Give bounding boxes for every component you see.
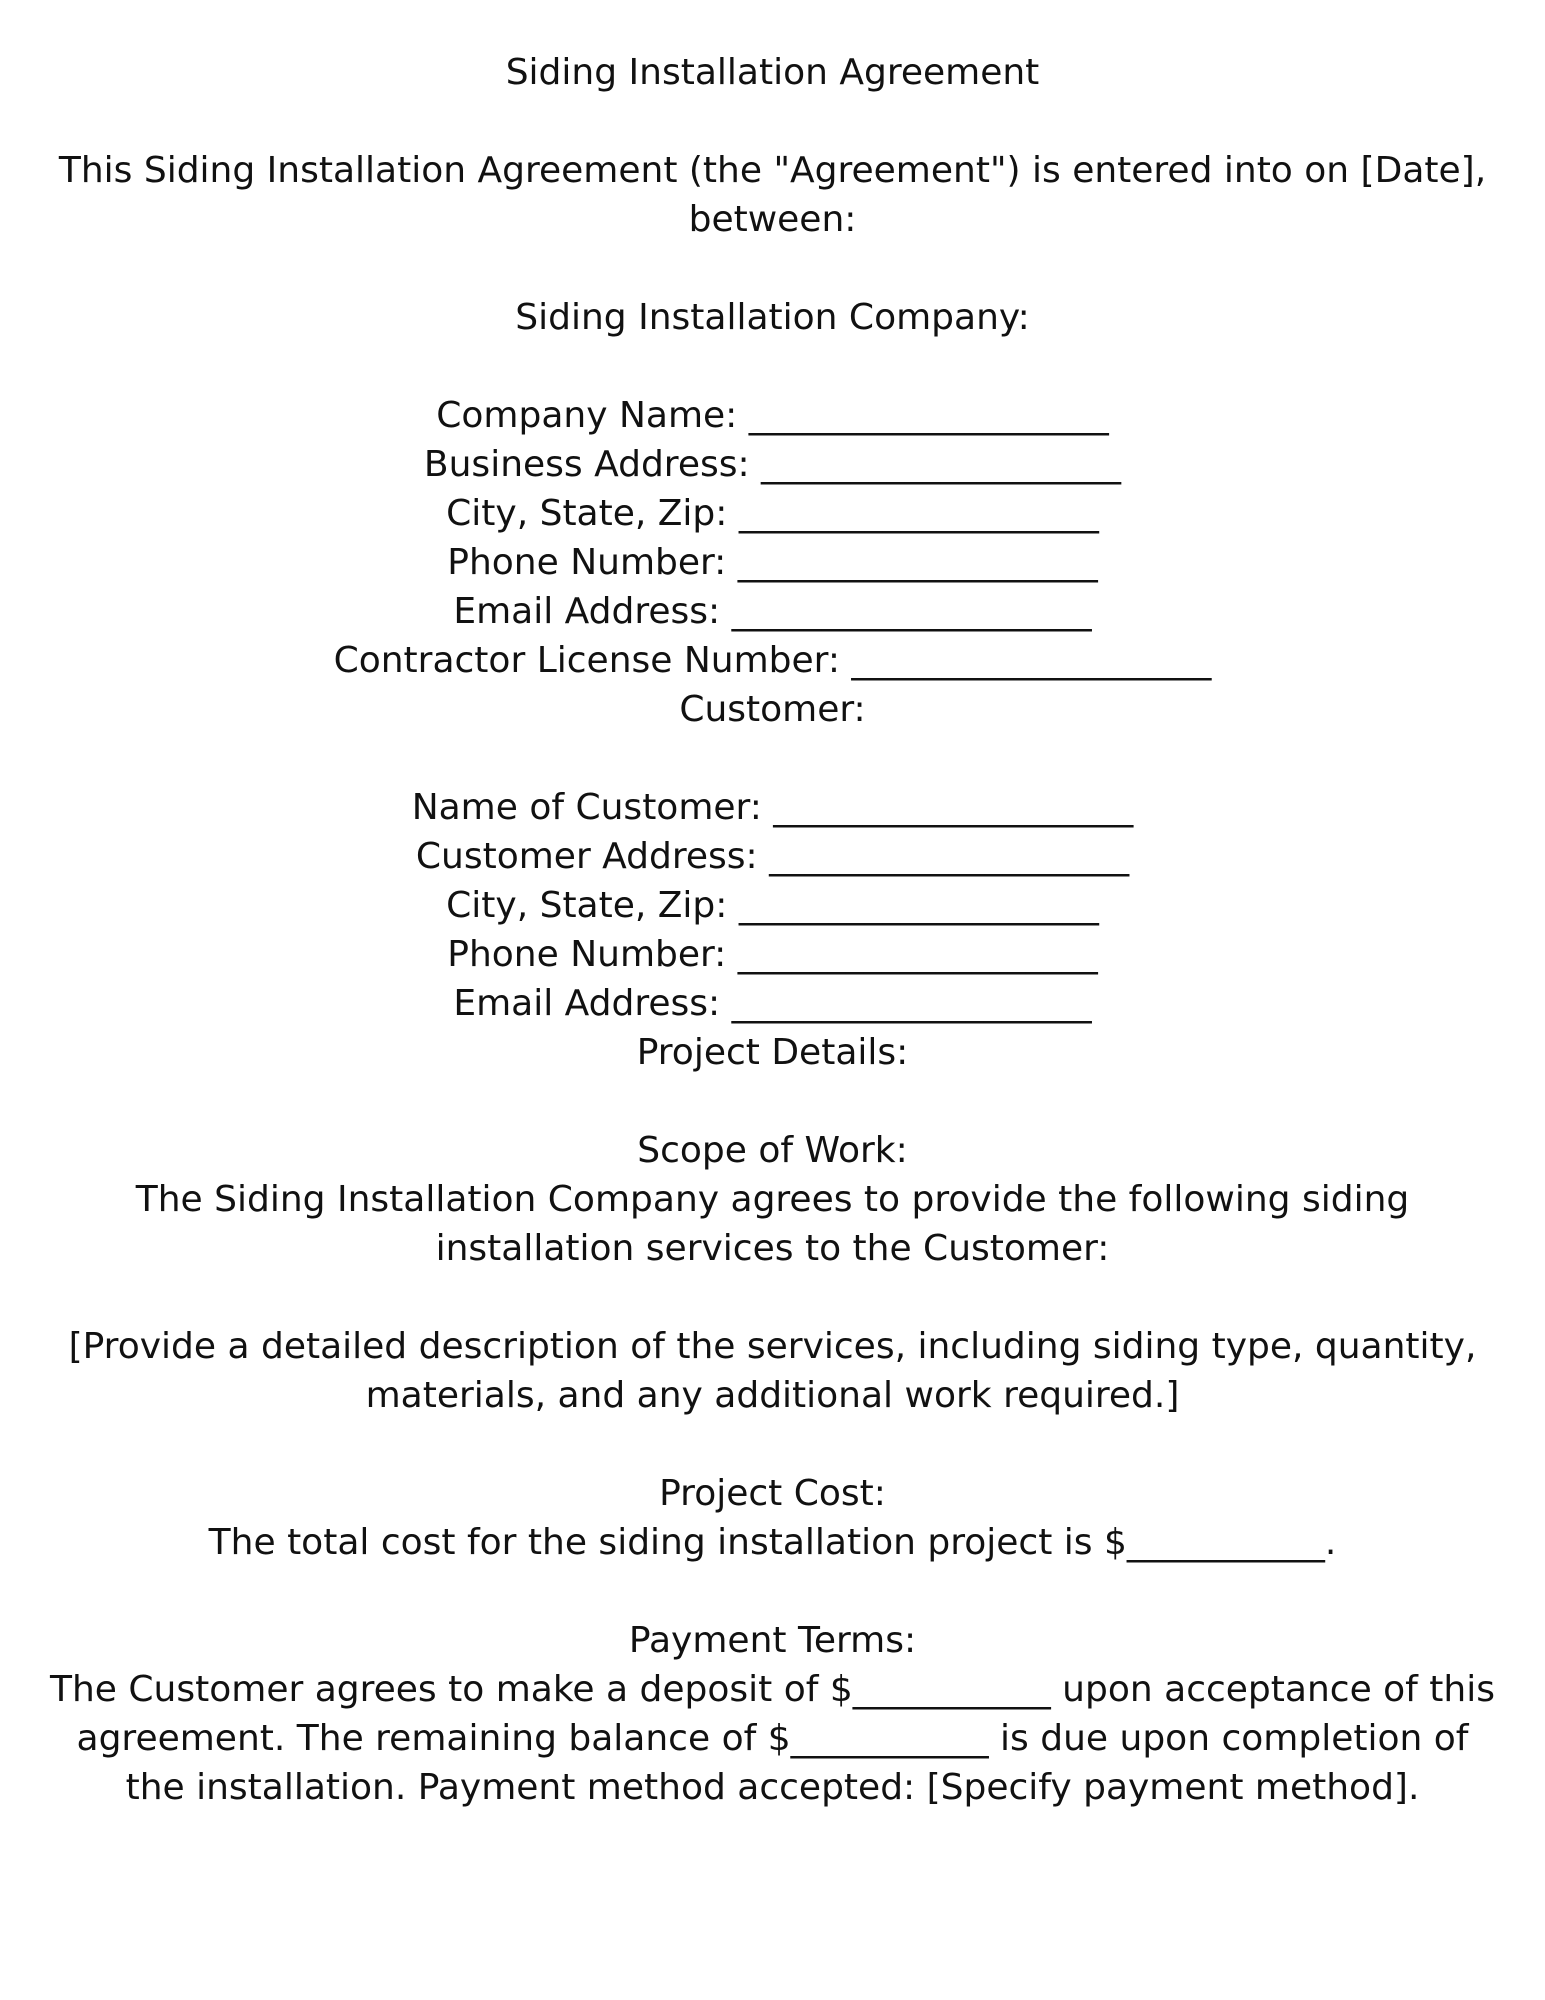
project-cost-text: The total cost for the siding installation project is $___________.	[208, 1522, 1337, 1563]
intro-line-1: This Siding Installation Agreement (the "Agreement") is entered into on [Date],	[58, 150, 1487, 191]
payment-terms-line-3: the installation. Payment method accepted: [Specify payment method].	[125, 1767, 1420, 1808]
scope-placeholder-line-2: materials, and any additional work required.]	[365, 1375, 1180, 1416]
intro-line-2: between:	[688, 199, 857, 240]
customer-name-field: Name of Customer: ____________________	[411, 787, 1134, 828]
customer-heading: Customer:	[679, 689, 866, 730]
contractor-license-field: Contractor License Number: ____________________	[333, 640, 1212, 681]
payment-terms-line-1: The Customer agrees to make a deposit of $___________ upon acceptance of this	[50, 1669, 1495, 1710]
scope-placeholder-line-1: [Provide a detailed description of the services, including siding type, quantity,	[68, 1326, 1477, 1367]
project-details-heading: Project Details:	[636, 1032, 909, 1073]
payment-terms-line-2: agreement. The remaining balance of $___________ is due upon completion of	[76, 1718, 1469, 1759]
customer-city-state-zip-field: City, State, Zip: ____________________	[446, 885, 1099, 926]
company-city-state-zip-field: City, State, Zip: ____________________	[446, 493, 1099, 534]
business-address-field: Business Address: ____________________	[423, 444, 1122, 485]
customer-address-field: Customer Address: ____________________	[415, 836, 1130, 877]
document-title: Siding Installation Agreement	[505, 52, 1040, 93]
project-cost-heading: Project Cost:	[659, 1473, 886, 1514]
company-phone-field: Phone Number: ____________________	[447, 542, 1098, 583]
scope-heading: Scope of Work:	[637, 1130, 908, 1171]
customer-phone-field: Phone Number: ____________________	[447, 934, 1098, 975]
scope-text-line-2: installation services to the Customer:	[435, 1228, 1110, 1269]
company-heading: Siding Installation Company:	[515, 297, 1030, 338]
company-email-field: Email Address: ____________________	[453, 591, 1092, 632]
scope-text-line-1: The Siding Installation Company agrees to provide the following siding	[135, 1179, 1410, 1220]
payment-terms-heading: Payment Terms:	[628, 1620, 917, 1661]
company-name-field: Company Name: ____________________	[436, 395, 1109, 436]
customer-email-field: Email Address: ____________________	[453, 983, 1092, 1024]
